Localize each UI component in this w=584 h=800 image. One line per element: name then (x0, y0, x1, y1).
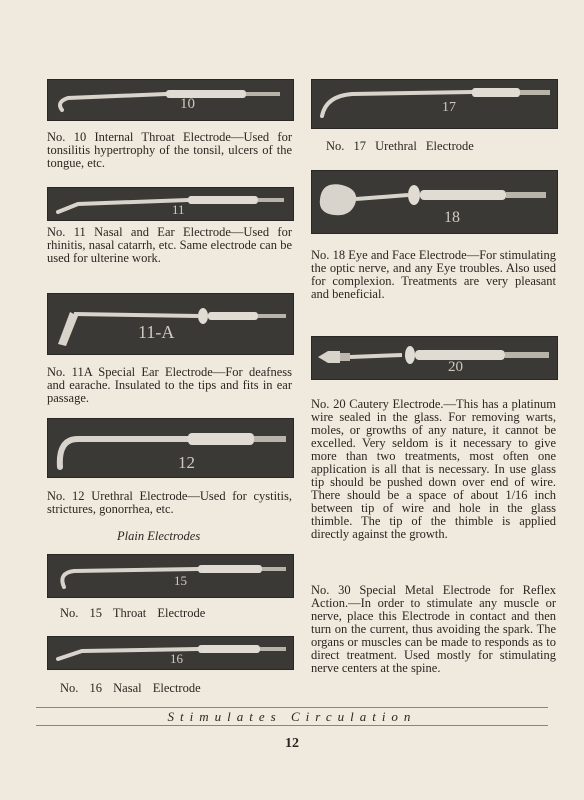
electrode-11-number: 11 (172, 202, 185, 217)
electrode-11-photo (47, 187, 294, 221)
electrode-11a-caption: No. 11A Special Ear Electrode—For deafness and earache. Insulated to the tips and fits in ear passage. (47, 365, 292, 405)
section-heading: Plain Electrodes (117, 529, 201, 543)
electrode-18-number: 18 (444, 209, 460, 226)
electrode-12-illustration (48, 419, 293, 477)
page-number: 12 (285, 736, 299, 751)
electrode-17-number: 17 (442, 100, 456, 115)
electrode-11a-number: 11-A (138, 322, 175, 342)
electrode-17-illustration (312, 80, 557, 128)
electrode-18-photo (311, 170, 558, 234)
electrode-12-caption: No. 12 Urethral Electrode—Used for cystitis, strictures, gonorrhea, etc. (47, 489, 292, 516)
electrode-11-illustration (48, 188, 293, 220)
electrode-11a-photo (47, 293, 294, 355)
electrode-10-photo (47, 79, 294, 121)
electrode-17-photo (311, 79, 558, 129)
electrode-16-number: 16 (170, 651, 183, 666)
electrode-12-photo (47, 418, 294, 478)
electrode-15-photo (47, 554, 294, 598)
electrode-10-caption: No. 10 Internal Throat Electrode—Used for tonsilitis hypertrophy of the tonsil, ulcers of the tongue, etc. (47, 130, 292, 170)
electrode-16-photo (47, 636, 294, 670)
electrode-15-number: 15 (174, 573, 187, 588)
electrode-15-caption: No. 15 Throat Electrode (60, 606, 206, 620)
electrode-18-caption: No. 18 Eye and Face Electrode—For stimulating the optic nerve, and any Eye troubles. Also used for complexion. Treatments are very pleasant and beneficial. (311, 248, 556, 301)
electrode-15-illustration (48, 555, 293, 597)
electrode-10-number: 10 (180, 96, 195, 112)
footer-rule-top (36, 707, 548, 708)
electrode-12-number: 12 (178, 453, 195, 472)
electrode-16-caption: No. 16 Nasal Electrode (60, 681, 201, 695)
electrode-20-illustration (312, 337, 557, 379)
electrode-11-caption: No. 11 Nasal and Ear Electrode—Used for rhinitis, nasal catarrh, etc. Same electrode can be used for ulterine work. (47, 225, 292, 265)
electrode-10-illustration (48, 80, 293, 120)
electrode-30-caption: No. 30 Special Metal Electrode for Reflex Action.—In order to stimulate any muscle or nerve, place this Electrode in contact and then turn on the current, thus avoiding the spark. The organs or muscles can be made to responds as to direct treatment. Used mostly for stimulating nerve centers at the spine. (311, 583, 556, 675)
electrode-17-caption: No. 17 Urethral Electrode (326, 139, 474, 153)
footer-rule-bottom (36, 725, 548, 726)
electrode-20-caption: No. 20 Cautery Electrode.—This has a platinum wire sealed in the glass. For removing warts, moles, or growths of any nature, it cannot be excelled. Very seldom is it necessary to give more than two treatments, most often one application is all that is necessary. In use glass tip should be pushed down over end of wire. There should be a space of about 1/16 inch between tip of wire and hole in the glass thimble. The tip of the thimble is applied directly against the growth. (311, 397, 556, 541)
electrode-20-photo (311, 336, 558, 380)
electrode-18-illustration (312, 171, 557, 233)
footer-slogan: Stimulates Circulation (167, 709, 417, 724)
electrode-20-number: 20 (448, 359, 463, 375)
